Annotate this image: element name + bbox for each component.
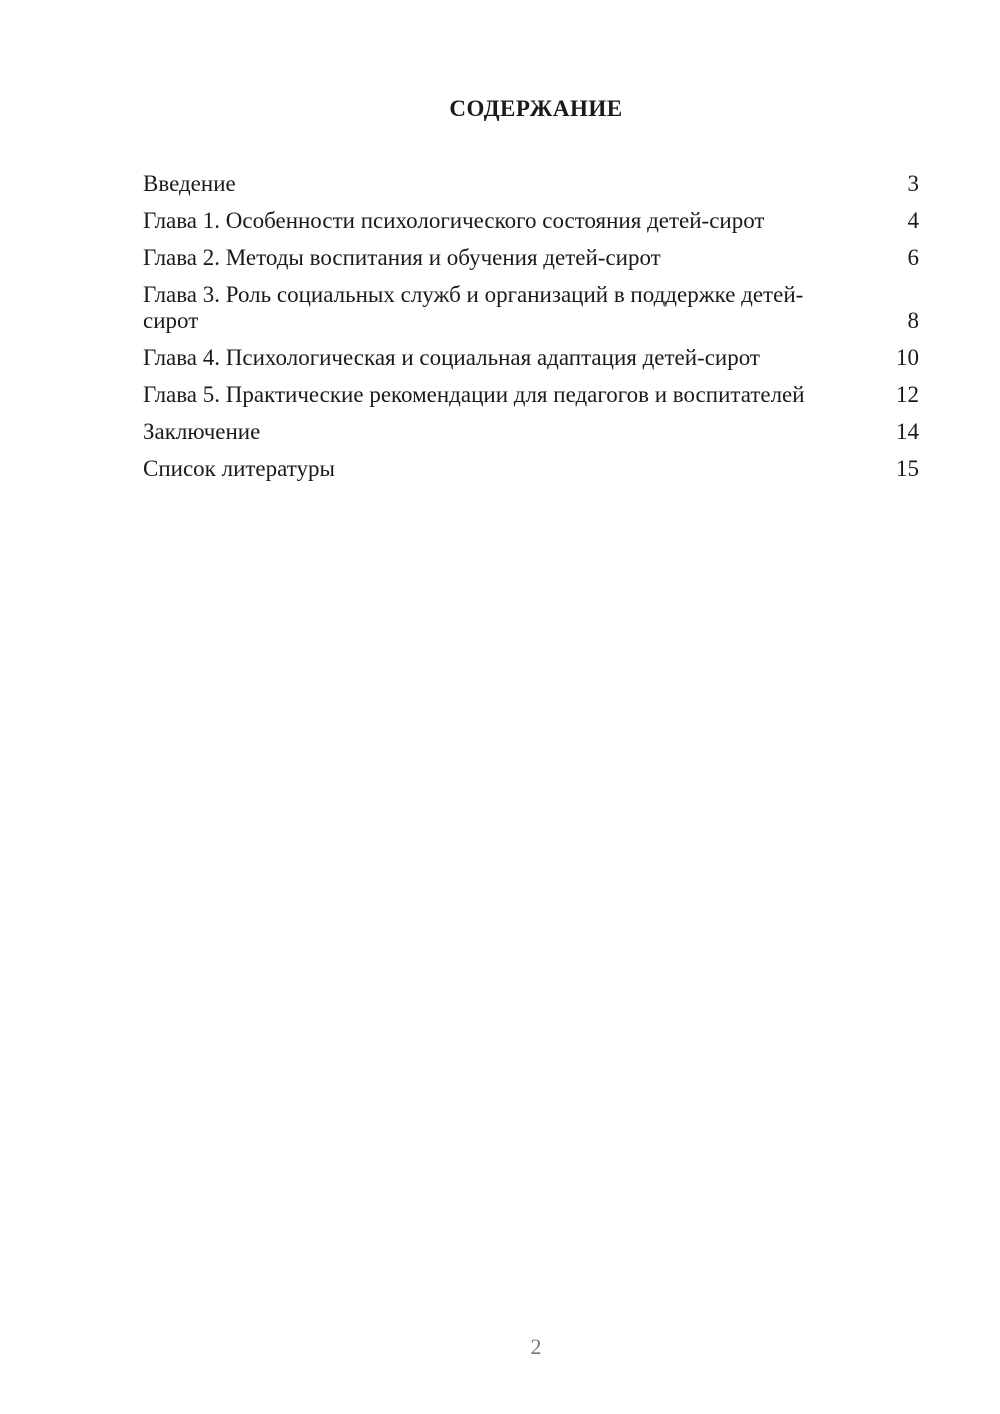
toc-entry-label: Глава 1. Особенности психологического состояния детей-сирот — [143, 208, 765, 233]
toc-entry-label: Заключение — [143, 419, 261, 444]
toc-entry-chapter-4 — [143, 345, 919, 371]
toc-entry-page: 8 — [907, 308, 919, 333]
toc-entry-label: Список литературы — [143, 456, 335, 481]
page-title: СОДЕРЖАНИЕ — [449, 96, 623, 121]
toc-entry-page: 12 — [896, 382, 919, 407]
toc-entry-label: Глава 2. Методы воспитания и обучения детей-сирот — [143, 245, 661, 270]
toc-entry-page: 4 — [907, 208, 919, 233]
toc-entry-introduction — [143, 171, 919, 197]
toc-entry-label: Глава 5. Практические рекомендации для педагогов и воспитателей — [143, 382, 805, 407]
toc-entry-page: 10 — [896, 345, 919, 370]
toc-entry-chapter-5 — [143, 382, 919, 408]
toc-entry-label: Введение — [143, 171, 236, 196]
table-of-contents — [143, 171, 919, 493]
toc-entry-label: Глава 3. Роль социальных служб и организаций в поддержке детей-сирот — [143, 282, 804, 333]
toc-entry-page: 14 — [896, 419, 919, 444]
toc-entry-page: 15 — [896, 456, 919, 481]
toc-entry-bibliography — [143, 456, 919, 482]
toc-entry-page: 3 — [907, 171, 919, 196]
toc-entry-conclusion — [143, 419, 919, 445]
toc-entry-chapter-1 — [143, 208, 919, 234]
toc-entry-label: Глава 4. Психологическая и социальная адаптация детей-сирот — [143, 345, 760, 370]
toc-entry-chapter-3 — [143, 282, 919, 334]
page-number: 2 — [530, 1334, 542, 1359]
toc-entry-chapter-2 — [143, 245, 919, 271]
toc-entry-page: 6 — [907, 245, 919, 270]
